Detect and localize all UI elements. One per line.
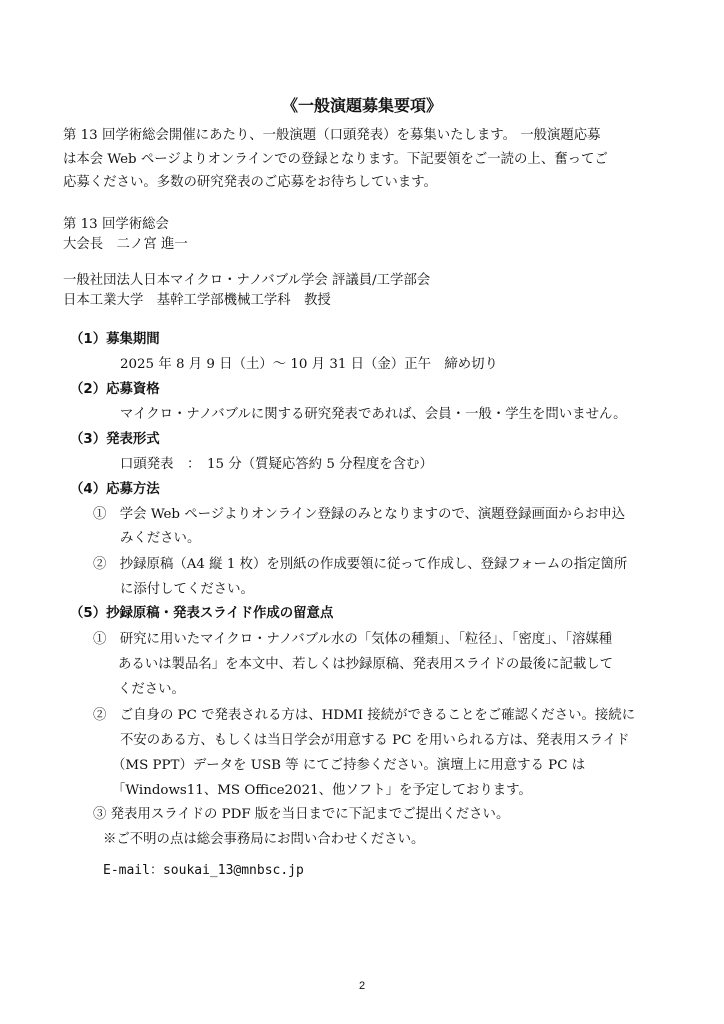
section-4-heading: （4）応募方法	[70, 482, 160, 497]
signature-affiliation: 一般社団法人日本マイクロ・ナノバブル学会 評議員/工学部会	[63, 273, 431, 288]
signature-university: 日本工業大学 基幹工学部機械工学科 教授	[63, 293, 331, 308]
section-5-item-2-cont-3: 「Windows11、MS Office2021、他ソフト」を予定しております。	[112, 783, 532, 798]
section-4-item-2: ② 抄録原稿（A4 縦 1 枚）を別紙の作成要領に従って作成し、登録フォームの指定箇所	[93, 557, 628, 572]
section-5-item-2: ② ご自身の PC で発表される方は、HDMI 接続ができることをご確認ください。接続に	[93, 708, 636, 723]
section-5-item-1-cont-1: あるいは製品名」を本文中、若しくは抄録原稿、発表用スライドの最後に記載して	[118, 657, 614, 672]
signature-event: 第 13 回学術総会	[63, 217, 169, 232]
section-3-body: 口頭発表 ： 15 分（質疑応答約 5 分程度を含む）	[120, 457, 433, 472]
intro-line-1: 第 13 回学術総会開催にあたり、一般演題（口頭発表）を募集いたします。 一般演題応募	[63, 128, 601, 143]
section-5-item-2-cont-1: 不安のある方、もしくは当日学会が用意する PC を用いられる方は、発表用スライド	[120, 733, 630, 748]
section-5-item-1-cont-2: ください。	[118, 682, 185, 697]
intro-line-3: 応募ください。多数の研究発表のご応募をお待ちしています。	[63, 175, 437, 190]
section-1-heading: （1）募集期間	[70, 332, 160, 347]
section-5-heading: （5）抄録原稿・発表スライド作成の留意点	[70, 606, 334, 621]
section-3-heading: （3）発表形式	[70, 432, 160, 447]
section-4-item-1: ① 学会 Web ページよりオンライン登録のみとなりますので、演題登録画面からお申込	[93, 507, 626, 522]
contact-note: ※ご不明の点は総会事務局にお問い合わせください。	[103, 832, 425, 847]
contact-email[interactable]: E-mail：soukai_13@mnbsc.jp	[103, 863, 304, 878]
section-5-item-3: ③ 発表用スライドの PDF 版を当日までに下記までご提出ください。	[93, 807, 510, 822]
section-4-item-2-cont: に添付してください。	[120, 582, 254, 597]
intro-line-2: は本会 Web ページよりオンラインでの登録となります。下記要領をご一読の上、奮ってご	[63, 152, 608, 167]
section-4-item-1-cont: みください。	[120, 531, 201, 546]
section-5-item-2-cont-2: （MS PPT）データを USB 等 にてご持参ください。演壇上に用意する PC は	[112, 758, 586, 773]
page-title: 《一般演題募集要項》	[281, 96, 442, 115]
section-1-body: 2025 年 8 月 9 日（土）～ 10 月 31 日（金）正午 締め切り	[120, 357, 498, 372]
section-2-body: マイクロ・ナノバブルに関する研究発表であれば、会員・一般・学生を問いません。	[120, 407, 627, 422]
section-5-item-1: ① 研究に用いたマイクロ・ナノバブル水の「気体の種類」、「粒径」、「密度」、「溶媒種	[93, 632, 613, 647]
page-number: 2	[358, 980, 366, 992]
signature-president: 大会長 二ノ宮 進一	[63, 237, 188, 252]
section-2-heading: （2）応募資格	[70, 382, 160, 397]
